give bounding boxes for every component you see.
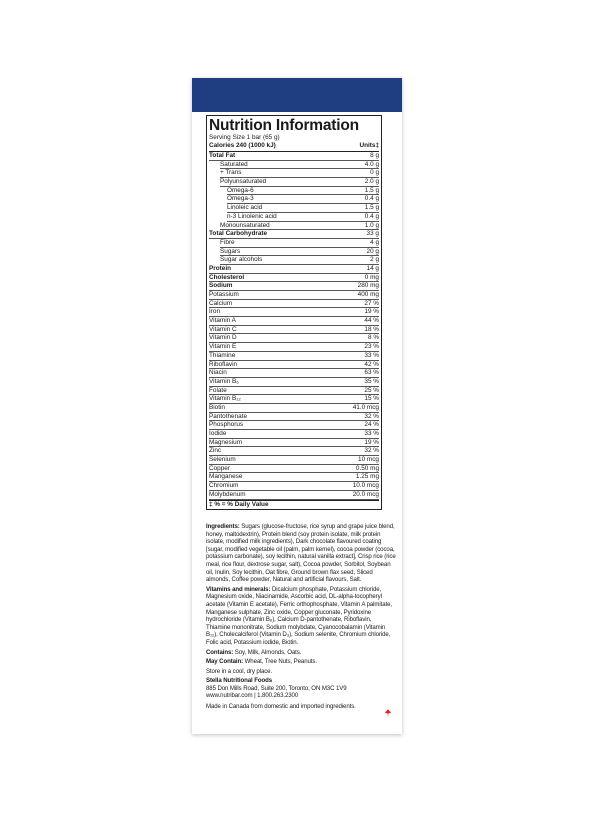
nutrient-value: 10.0 mcg [352,482,379,490]
nutrient-row [209,265,379,274]
nutrient-value: 44 % [364,317,379,325]
nutrient-row [209,326,379,335]
nutrient-row [209,274,379,283]
nutrient-name: Calcium [209,299,233,307]
nutrient-value: 33 % [364,351,379,359]
nutrient-row [209,300,379,309]
nutrient-row [220,248,379,257]
nutrient-name: Polyunsaturated [220,178,267,186]
nutrient-name: Iron [209,308,221,316]
nutrient-rows [209,152,379,500]
nutrient-value: 32 % [364,447,379,455]
nutrient-row [209,378,379,387]
nutrient-value: 8 g [370,152,379,159]
nutrient-name: Total Carbohydrate [209,230,268,238]
nutrient-value: 0 g [370,169,379,177]
company-name: Stella Nutritional Foods [206,677,272,685]
nutrient-name: Vitamin B₆ [209,377,239,385]
nutrient-row [209,152,379,161]
nutrient-value: 42 % [364,360,379,368]
nutrient-name: Phosphorus [209,421,244,429]
nutrient-value: 23 % [364,343,379,351]
nutrient-row [209,282,379,291]
nutrient-name: Vitamin E [209,343,237,351]
nutrient-name: Cholesterol [209,273,245,281]
nutrient-name: Biotin [209,403,225,411]
nutrient-row [209,491,379,500]
nutrient-value: 8 % [367,334,379,342]
calories-label: Calories 240 (1000 kJ) [209,142,276,149]
nutrient-value: 18 % [364,325,379,333]
nutrient-value: 0.4 g [364,195,379,203]
storage-text: Store in a cool, dry place. [206,667,273,675]
nutrient-name: Potassium [209,291,239,298]
nutrient-value: 2.0 g [364,178,379,186]
blue-top-band [192,78,402,112]
nutrient-name: Iodide [209,430,227,437]
nutrient-value: 400 mg [357,291,379,298]
nutrient-value: 20 g [366,247,379,255]
package-panel [192,78,402,734]
ingredients-text: Sugars (glucose-fructose, rice syrup and grape juice blend, honey, maltodextrin), Protein blend (soy protein isolate, milk protein isolate, modified milk ingredients), Dark chocolate flavoured coating [sugar, modified vegetable oil (palm, palm kernel), cocoa powder (cocoa, potassium carbonate), soy lecithin, natural vanilla extract], Crisp rice (rice meal, rice flour, dextrose sugar, salt), Cocoa powder, Sorbitol, Soybean oil, Inulin, Soy lecithin, Oat fibre, Ground brown flax seed, Sliced almonds, Coffee powder, Natural and artificial flavours, Salt. [206,523,396,584]
nutrient-name: Thiamine [209,351,236,359]
daily-value-footnote: ‡ % = % Daily Value [209,500,379,509]
nutrient-name: Fibre [220,238,235,246]
nutrient-value: 63 % [364,369,379,377]
vitamins-text: Dicalcium phosphate, Potassium chloride, Magnesium oxide, Niacinamide, Ascorbic acid, DL-alpha-tocopheryl acetate (Vitamin E acetate), Ferric orthophosphate, Vitamin A palmitate, Manganese sulphate, Zinc oxide, Copper gluconate, Pyridoxine hydrochloride (Vitamin B₆), Calcium D-pantothenate, Riboflavin, Thiamine mononitrate, Sodium molybdate, Cyanocobalamin (Vitamin B₁₂), Cholecalciferol (Vitamin D₃), Sodium selenite, Chromium chloride, Folic acid, Potassium iodide, Biotin. [206,585,392,646]
may-contain-paragraph [206,658,396,666]
nutrient-name: n-3 Linolenic acid [227,212,277,220]
nutrient-name: Omega-3 [227,195,254,203]
maple-leaf-icon [384,708,392,717]
nutrient-row [209,404,379,413]
nutrient-row [209,230,379,239]
nutrient-value: 4.0 g [364,160,379,168]
company-address: 885 Don Mills Road, Suite 200, Toronto, ON M3C 1V9 [206,684,347,692]
nutrient-name: Folate [209,386,227,394]
nutrient-name: Sugars [220,247,241,255]
units-header: Units‡ [359,142,379,149]
nutrient-value: 27 % [364,299,379,307]
nutrient-row [209,465,379,474]
nutrient-value: 35 % [364,377,379,385]
nutrient-value: 2 g [370,256,379,264]
ingredient-text-block [206,523,396,711]
nutrient-row [227,204,379,213]
nutrient-row [220,222,379,231]
nutrient-value: 19 % [364,438,379,446]
nutrient-name: Manganese [209,473,243,481]
nutrient-name: Vitamin D [209,334,237,342]
nutrient-name: Copper [209,464,230,472]
nutrient-row [227,187,379,196]
nutrient-row [209,343,379,352]
nutrient-row [209,369,379,378]
nutrient-value: 0.50 mg [355,464,379,472]
nutrient-row [209,421,379,430]
vitamins-label: Vitamins and minerals: [206,585,271,593]
nutrient-value: 24 % [364,421,379,429]
may-contain-text: Wheat, Tree Nuts, Peanuts. [244,658,317,666]
nutrient-name: Monounsaturated [220,221,270,229]
nutrient-row [209,291,379,300]
calories-row [209,142,379,152]
nutrient-row [227,213,379,222]
company-contact: www.nutribar.com | 1.800.263.2300 [206,692,299,700]
nutrient-row [209,473,379,482]
nutrient-name: Omega-6 [227,186,254,194]
nutrient-value: 10 mcg [358,456,379,464]
nutrient-value: 0.4 g [364,212,379,220]
nutrient-name: Selenium [209,456,236,464]
contains-paragraph [206,649,396,657]
nutrient-value: 41.0 mcg [352,403,379,411]
nutrient-name: Total Fat [209,152,236,159]
nutrient-value: 32 % [364,412,379,420]
nutrient-row [209,361,379,370]
nutrient-value: 19 % [364,308,379,316]
nutrient-value: 14 g [366,264,379,272]
nutrient-value: 33 g [366,230,379,238]
vitamins-paragraph [206,586,396,647]
nutrient-row [220,169,379,178]
nutrition-title: Nutrition Information [209,117,359,134]
nutrient-row [209,387,379,396]
nutrient-value: 1.25 mg [355,473,379,481]
nutrient-value: 1.5 g [364,186,379,194]
nutrient-name: Niacin [209,369,227,377]
nutrient-name: Protein [209,264,232,272]
nutrient-row [209,456,379,465]
nutrient-value: 33 % [364,430,379,437]
nutrient-value: 1.5 g [364,204,379,212]
may-contain-label: May Contain: [206,658,244,666]
nutrient-value: 15 % [364,395,379,403]
nutrient-name: Saturated [220,160,248,168]
nutrient-name: Linoleic acid [227,204,263,212]
nutrient-name: Chromium [209,482,239,490]
nutrient-value: 0 mg [364,273,379,281]
nutrient-name: Riboflavin [209,360,238,368]
nutrient-row [227,195,379,204]
nutrient-value: 20.0 mcg [352,490,379,498]
nutrient-name: Molybdenum [209,490,246,498]
nutrient-value: 4 g [370,238,379,246]
nutrient-row [209,317,379,326]
nutrient-row [220,161,379,170]
nutrient-row [209,308,379,317]
nutrient-row [220,178,379,187]
nutrient-name: Vitamin C [209,325,237,333]
nutrition-facts-table [206,115,382,510]
nutrient-row [209,413,379,422]
nutrient-name: + Trans [220,169,242,177]
nutrient-row [209,395,379,404]
nutrient-value: 25 % [364,386,379,394]
ingredients-label: Ingredients: [206,523,240,530]
nutrient-row [209,352,379,361]
made-in-canada-text: Made in Canada from domestic and imported ingredients. [206,703,356,711]
nutrient-name: Vitamin B₁₂ [209,395,241,403]
nutrient-name: Sodium [209,282,233,290]
nutrient-row [209,482,379,491]
nutrient-name: Sugar alcohols [220,256,263,264]
contains-label: Contains: [206,648,234,656]
nutrient-name: Zinc [209,447,222,455]
nutrient-name: Vitamin A [209,317,236,325]
nutrient-row [220,239,379,248]
nutrient-row [209,439,379,448]
ingredients-paragraph [206,523,396,584]
nutrient-value: 1.0 g [364,221,379,229]
nutrient-row [209,430,379,439]
contains-text: Soy, Milk, Almonds, Oats. [234,648,302,656]
nutrient-row [209,334,379,343]
serving-size: Serving Size 1 bar (65 g) [209,134,280,141]
nutrient-name: Magnesium [209,438,243,446]
nutrient-name: Pantothenate [209,412,248,420]
nutrient-row [220,256,379,265]
nutrient-value: 280 mg [357,282,379,290]
nutrient-row [209,447,379,456]
